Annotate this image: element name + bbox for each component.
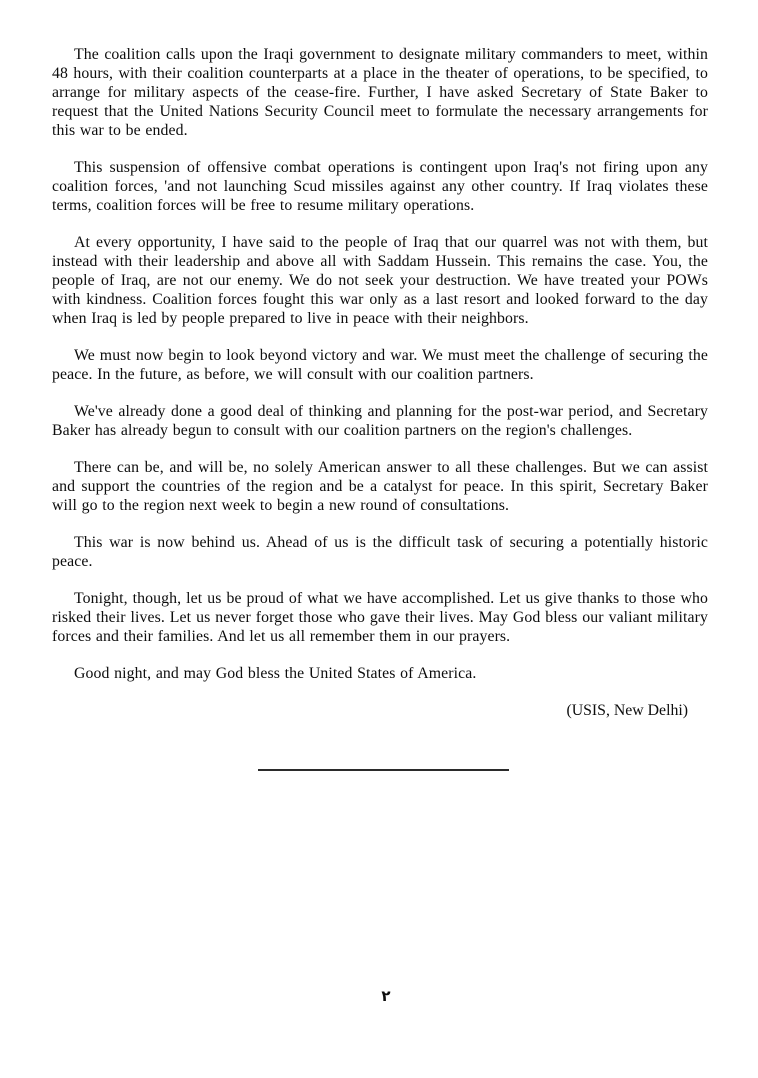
paragraph-beyond-victory: We must now begin to look beyond victory and war. We must meet the challenge of securing the peace. In the future, as before, we will consult with our coalition partners. [52, 347, 708, 383]
paragraph-war-behind-us: This war is now behind us. Ahead of us is the difficult task of securing a potentially historic peace. [52, 534, 708, 570]
paragraph-suspension-terms: This suspension of offensive combat operations is contingent upon Iraq's not firing upon any coalition forces, 'and not launching Scud missiles against any other country. If Iraq violates these terms, coalition forces will be free to resume military operations. [52, 159, 708, 214]
attribution: (USIS, New Delhi) [566, 702, 688, 719]
paragraph-catalyst-for-peace: There can be, and will be, no solely American answer to all these challenges. But we can assist and support the countries of the region and be a catalyst for peace. In this spirit, Secretary Baker will go to the region next week to begin a new round of consultations. [52, 459, 708, 514]
paragraph-coalition-call: The coalition calls upon the Iraqi government to designate military commanders to meet, within 48 hours, with their coalition counterparts at a place in the theater of operations, to be specified, to arrange for military aspects of the cease-fire. Further, I have asked Secretary of State Baker to request that the United Nations Security Council meet to formulate the necessary arrangements for this war to be ended. [52, 46, 708, 139]
separator-line [258, 769, 509, 771]
page-number: ٢ [381, 987, 391, 1005]
paragraph-tonight-proud: Tonight, though, let us be proud of what we have accomplished. Let us give thanks to those who risked their lives. Let us never forget those who gave their lives. May God bless our valiant military forces and their families. And let us all remember them in our prayers. [52, 590, 708, 645]
paragraph-good-night: Good night, and may God bless the United States of America. [74, 665, 477, 682]
paragraph-postwar-planning: We've already done a good deal of thinking and planning for the post-war period, and Secretary Baker has already begun to consult with our coalition partners on the region's challenges. [52, 403, 708, 439]
paragraph-people-of-iraq: At every opportunity, I have said to the people of Iraq that our quarrel was not with them, but instead with their leadership and above all with Saddam Hussein. This remains the case. You, the people of Iraq, are not our enemy. We do not seek your destruction. We have treated your POWs with kindness. Coalition forces fought this war only as a last resort and looked forward to the day when Iraq is led by people prepared to live in peace with their neighbors. [52, 234, 708, 327]
speech-body [52, 45, 708, 720]
